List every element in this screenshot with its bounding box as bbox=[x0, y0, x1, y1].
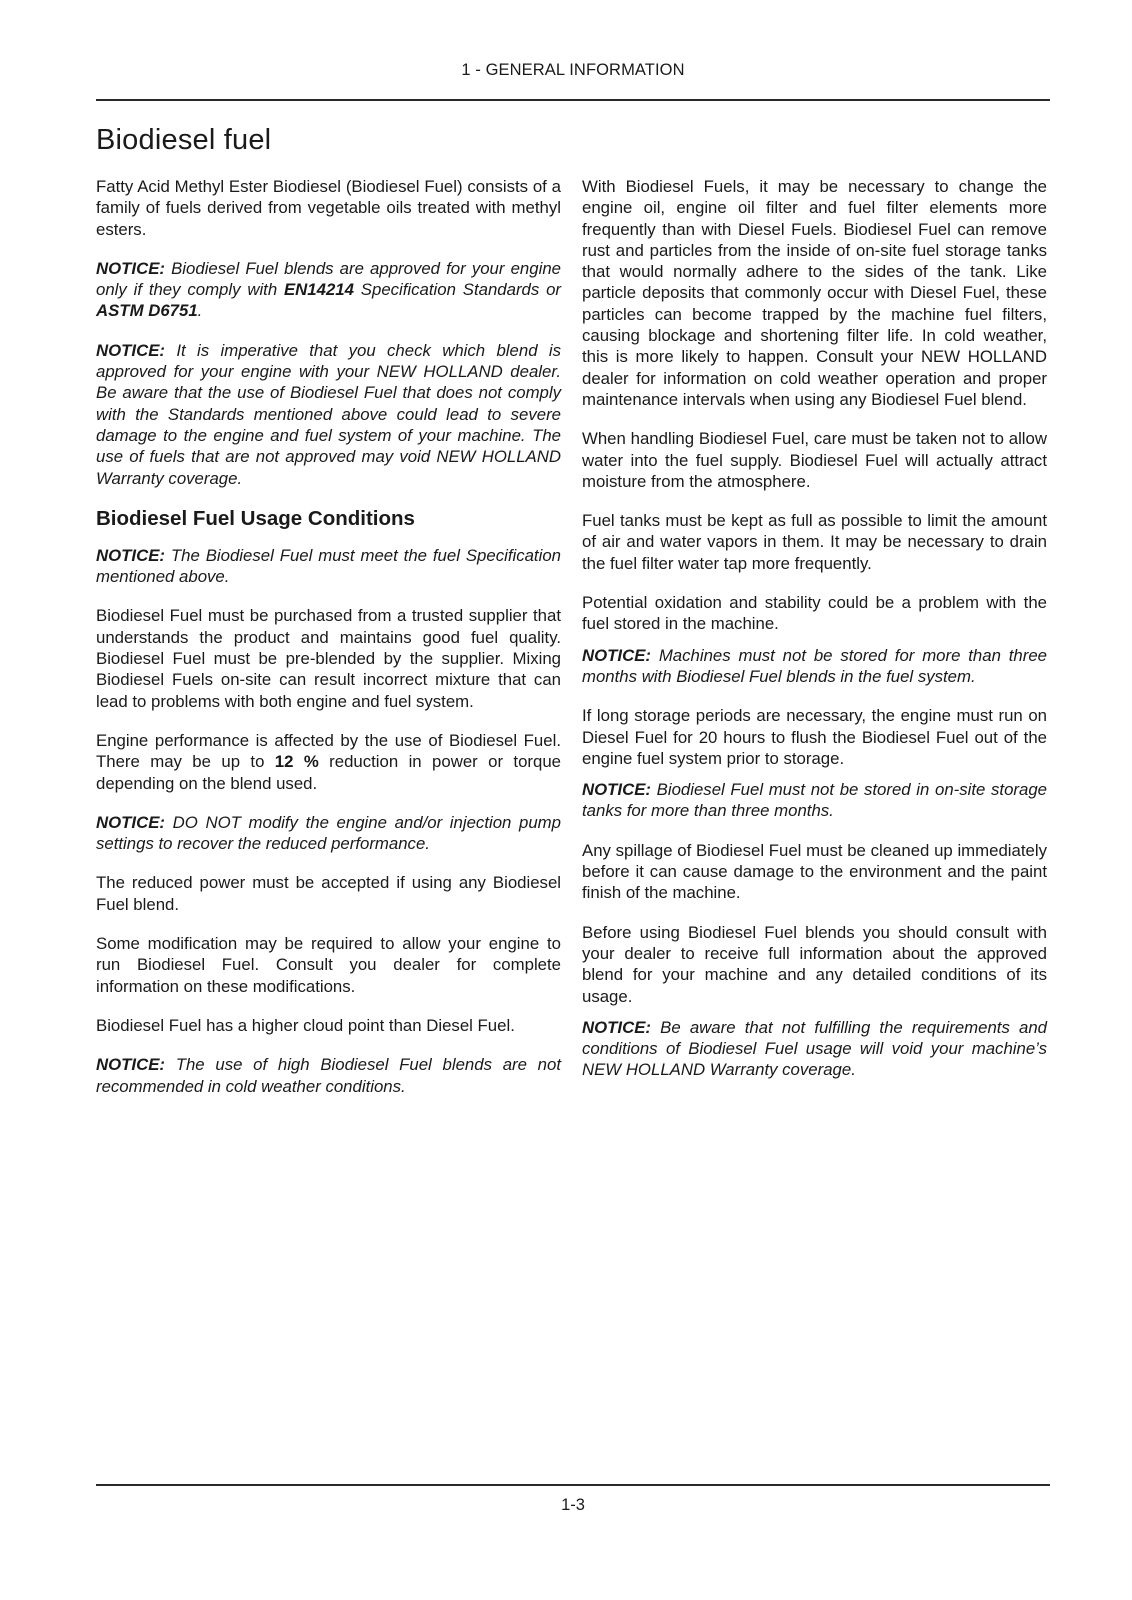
notice-label: NOTICE: bbox=[96, 340, 165, 360]
notice-dealer-check bbox=[96, 340, 561, 489]
notice-warranty bbox=[582, 1017, 1047, 1081]
maintenance-paragraph: With Biodiesel Fuels, it may be necessary to change the engine oil, engine oil filter and fuel filter elements more frequently than with Diesel Fuels. Biodiesel Fuel can remove rust and particles from the inside of on-site fuel storage tanks that would normally adhere to the sides of the tank. Like particle deposits that commonly occur with Diesel Fuel, these particles can become trapped by the machine fuel filters, causing blockage and shortening filter life. In cold weather, this is more likely to happen. Consult your NEW HOLLAND dealer for information on cold weather operation and proper maintenance intervals when using any Biodiesel Fuel blend. bbox=[582, 177, 1047, 409]
section-header: 1 - GENERAL INFORMATION bbox=[461, 61, 685, 79]
notice-cold-weather bbox=[96, 1054, 561, 1097]
notice-text: It is imperative that you check which blend is approved for your engine with your NEW HOLLAND dealer. Be aware that the use of Biodiesel Fuel that does not comply with the Standards mentioned above could lead to severe damage to the engine and fuel system of your machine. The use of fuels that are not approved may void NEW HOLLAND Warranty coverage. bbox=[96, 340, 561, 488]
notice-label: NOTICE: bbox=[582, 780, 651, 800]
notice-label: NOTICE: bbox=[96, 258, 165, 278]
notice-text: DO NOT modify the engine and/or injection pump settings to recover the reduced performance. bbox=[96, 812, 561, 854]
notice-label: NOTICE: bbox=[96, 1055, 165, 1075]
reduced-power-paragraph: The reduced power must be accepted if using any Biodiesel Fuel blend. bbox=[96, 873, 561, 914]
notice-storage-tanks bbox=[582, 779, 1047, 822]
page-title: Biodiesel fuel bbox=[96, 124, 272, 156]
notice-specification bbox=[96, 545, 561, 588]
notice-text: Be aware that not fulfilling the requirements and conditions of Biodiesel Fuel usage will void your machine’s NEW HOLLAND Warranty coverage. bbox=[582, 1017, 1047, 1080]
spillage-paragraph: Any spillage of Biodiesel Fuel must be cleaned up immediately before it can cause damage to the environment and the paint finish of the machine. bbox=[582, 840, 1047, 903]
notice-label: NOTICE: bbox=[582, 1017, 651, 1037]
notice-label: NOTICE: bbox=[96, 812, 165, 832]
supplier-paragraph: Biodiesel Fuel must be purchased from a trusted supplier that understands the product and maintains good fuel quality. Biodiesel Fuel must be pre-blended by the supplier. Mixing Biodiesel Fuels on-site can result incorrect mixture that can lead to problems with both engine and fuel system. bbox=[96, 606, 561, 711]
notice-text: The use of high Biodiesel Fuel blends are not recommended in cold weather conditions. bbox=[96, 1055, 561, 1096]
cloud-point-paragraph: Biodiesel Fuel has a higher cloud point than Diesel Fuel. bbox=[96, 1015, 515, 1035]
usage-conditions-heading: Biodiesel Fuel Usage Conditions bbox=[96, 506, 415, 530]
fuel-tanks-paragraph: Fuel tanks must be kept as full as possible to limit the amount of air and water vapors in them. It may be necessary to drain the fuel filter water tap more frequently. bbox=[582, 511, 1047, 573]
notice-do-not-modify bbox=[96, 812, 561, 855]
notice-text: . bbox=[197, 301, 203, 321]
consult-dealer-paragraph: Before using Biodiesel Fuel blends you should consult with your dealer to receive full information about the approved blend for your machine and any detailed conditions of its usage. bbox=[582, 922, 1047, 1006]
notice-standards bbox=[96, 258, 561, 322]
paragraph-text: Engine performance is affected by the use of Biodiesel Fuel. There may be up to bbox=[96, 730, 561, 772]
standard-astm: ASTM D6751 bbox=[96, 301, 198, 321]
water-handling-paragraph: When handling Biodiesel Fuel, care must be taken not to allow water into the fuel supply. Biodiesel Fuel will actually attract moisture from the atmosphere. bbox=[582, 429, 1047, 491]
right-column bbox=[582, 176, 1047, 1099]
page-number: 1-3 bbox=[561, 1496, 585, 1514]
notice-text: Machines must not be stored for more than three months with Biodiesel Fuel blends in the fuel system. bbox=[582, 645, 1047, 686]
modification-paragraph: Some modification may be required to allow your engine to run Biodiesel Fuel. Consult you dealer for complete information on these modifications. bbox=[96, 934, 561, 996]
performance-paragraph bbox=[96, 730, 561, 794]
notice-text: Biodiesel Fuel blends are approved for your engine only if they comply with bbox=[96, 258, 561, 300]
notice-text: The Biodiesel Fuel must meet the fuel Specification mentioned above. bbox=[96, 545, 561, 587]
header-divider bbox=[96, 99, 1050, 101]
notice-storage-machines bbox=[582, 645, 1047, 688]
notice-text: Biodiesel Fuel must not be stored in on-site storage tanks for more than three months. bbox=[582, 780, 1047, 821]
standard-en14214: EN14214 bbox=[283, 280, 354, 300]
power-reduction-value: 12 % bbox=[274, 752, 319, 772]
intro-paragraph: Fatty Acid Methyl Ester Biodiesel (Biodiesel Fuel) consists of a family of fuels derived from vegetable oils treated with methyl esters. bbox=[96, 177, 561, 239]
oxidation-paragraph: Potential oxidation and stability could be a problem with the fuel stored in the machine. bbox=[582, 593, 1047, 634]
notice-text: Specification Standards or bbox=[353, 280, 561, 300]
long-storage-paragraph: If long storage periods are necessary, the engine must run on Diesel Fuel for 20 hours to flush the Biodiesel Fuel out of the engine fuel system prior to storage. bbox=[582, 706, 1047, 768]
notice-label: NOTICE: bbox=[582, 645, 651, 665]
notice-label: NOTICE: bbox=[96, 545, 165, 565]
footer-divider bbox=[96, 1484, 1050, 1486]
paragraph-text: reduction in power or torque depending on the blend used. bbox=[96, 752, 562, 793]
left-column bbox=[96, 176, 561, 1115]
